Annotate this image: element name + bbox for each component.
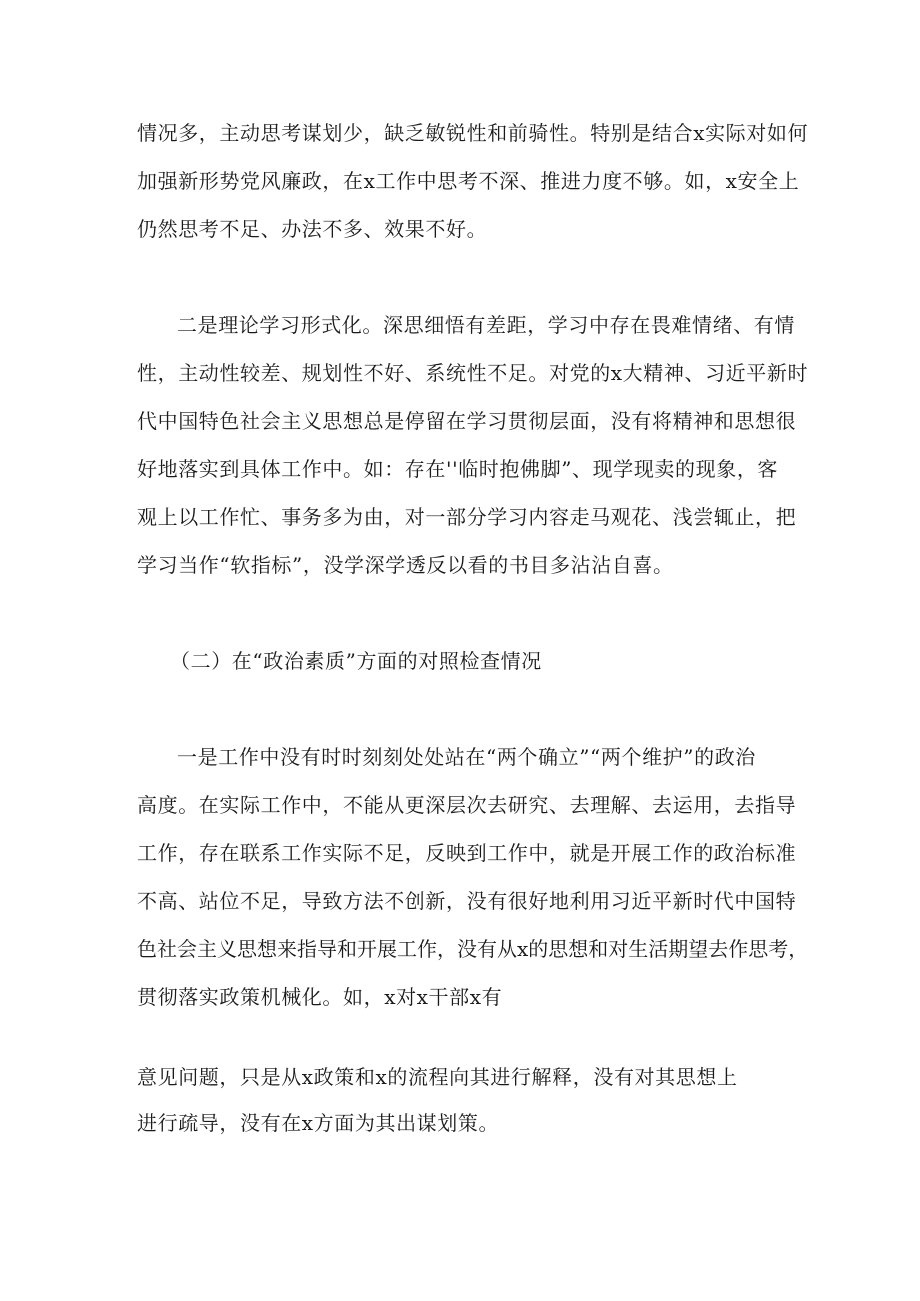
paragraph-line: 代中国特色社会主义思想总是停留在学习贯彻层面，没有将精神和思想很 [137, 409, 797, 433]
paragraph-line: 贯彻落实政策机械化。如，x对x干部x有 [137, 985, 503, 1009]
paragraph-line: 好地落实到具体工作中。如：存在''临时抱佛脚”、现学现卖的现象，客 [137, 457, 779, 481]
paragraph-line: 工作，存在联系工作实际不足，反映到工作中，就是开展工作的政治标准 [137, 841, 797, 865]
paragraph-line: 情况多，主动思考谋划少，缺乏敏锐性和前骑性。特别是结合x实际对如何 [137, 121, 809, 145]
section-heading: （二）在“政治素质”方面的对照检查情况 [170, 649, 542, 673]
paragraph-line: 二是理论学习形式化。深思细悟有差距，学习中存在畏难情绪、有情 [177, 313, 795, 337]
paragraph-line: 仍然思考不足、办法不多、效果不好。 [137, 217, 488, 241]
paragraph-line: 色社会主义思想来指导和开展工作，没有从x的思想和对生活期望去作思考， [137, 937, 809, 961]
paragraph-line: 性，主动性较差、规划性不好、系统性不足。对党的x大精神、习近平新时 [137, 361, 809, 385]
paragraph-line: 学习当作“软指标”，没学深学透反以看的书目多沾沾自喜。 [137, 553, 674, 577]
paragraph-line: 观上以工作忙、事务多为由，对一部分学习内容走马观花、浅尝辄止，把 [137, 505, 797, 529]
paragraph-line: 高度。在实际工作中，不能从更深层次去研究、去理解、去运用，去指导 [137, 793, 797, 817]
paragraph-line: 意见问题，只是从x政策和x的流程向其进行解释，没有对其思想上 [137, 1065, 738, 1089]
paragraph-line: 进行疏导，没有在x方面为其出谋划策。 [137, 1111, 500, 1135]
paragraph-line: 加强新形势党风廉政，在x工作中思考不深、推进力度不够。如，x安全上 [137, 169, 800, 193]
paragraph-line: 一是工作中没有时时刻刻处处站在“两个确立”“两个维护”的政治 [177, 745, 756, 769]
paragraph-line: 不高、站位不足，导致方法不创新，没有很好地利用习近平新时代中国特 [137, 889, 797, 913]
